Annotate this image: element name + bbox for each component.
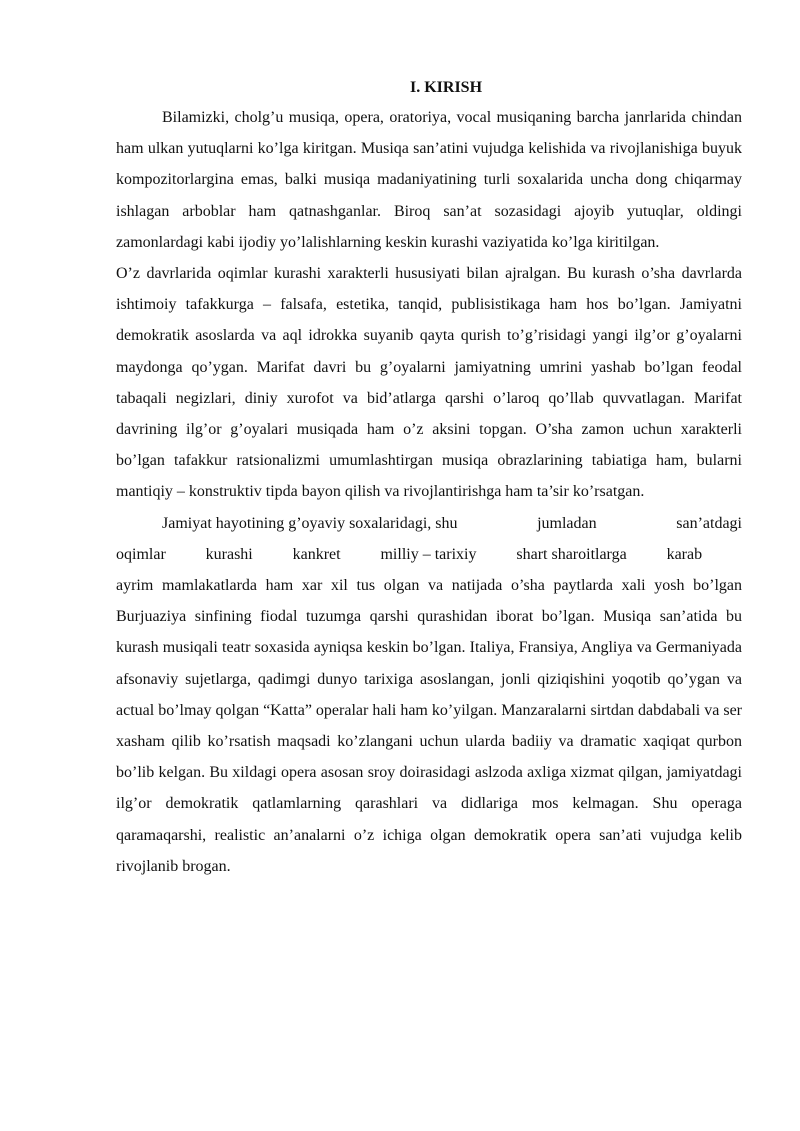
word-group: milliy – tarixiy <box>380 545 477 563</box>
word-group: shart sharoitlarga <box>516 545 627 563</box>
paragraph-opera-struggle: ayrim mamlakatlarda ham xar xil tus olgan va natijada o’sha paytlarda xali yosh bo’lgan Burjuaziya sinfining fiodal tuzumga qarshi qurashidan iborat bo’lgan. Musiqa san’atida bu kurash musiqali teatr soxasida ayniqsa keskin bo’lgan. Italiya, Fransiya, Angliya va Germaniyada afsonaviy sujetlarga, qadimgi dunyo tarixiga asoslangan, jonli qiziqishini yoqotib qo’ygan va actual bo’lmay qolgan “Katta” operalar hali ham ko’yilgan. Manzaralarni sirtdan dabdabali va ser xasham qilib ko’rsatish maqsadi ko’zlangani uchun ularda badiiy va dramatic xaqiqat qurbon bo’lib kelgan. Bu xildagi opera asosan sroy doirasidagi aslzoda axliga xizmat qilgan, jamiyatdagi ilg’or demokratik qatlamlarning qarashlari va didlariga mos kelmagan. Shu operaga qaramaqarshi, realistic an’analarni o’z ichiga olgan demokratik opera san’ati vujudga kelib rivojlanib brogan. <box>116 577 742 875</box>
paragraph-enlightenment: O’z davrlarida oqimlar kurashi xarakterli hususiyati bilan ajralgan. Bu kurash o’sha davrlarda ishtimoiy tafakkurga – falsafa, estetika, tanqid, publisistikaga ham hos bo’lgan. Jamiyatni demokratik asoslarda va aql idrokka suyanib qayta qurish to’g’risidagi yangi ilg’or g’oyalarni maydonga qo’ygan. Marifat davri bu g’oyalarni jamiyatning umrini yashab bo’lgan feodal tabaqali negizlari, diniy xurofot va bid’atlarga qarshi o’laroq qo’llab quvvatlagan. Marifat davrining ilg’or g’oyalari musiqada ham o’z aksini topgan. O’sha zamon uchun xarakterli bo’lgan tafakkur ratsionalizmi umumlashtirgan musiqa obrazlarining tabiatiga ham, bularni mantiqiy – konstruktiv tipda bayon qilish va rivojlantirishga ham ta’sir ko’rsatgan. <box>116 265 742 501</box>
word-group: san’atdagi <box>676 514 742 532</box>
paragraph-intro: Bilamizki, cholg’u musiqa, opera, oratoriya, vocal musiqaning barcha janrlarida chindan ham ulkan yutuqlarni ko’lga kiritgan. Musiqa san’atini vujudga kelishida va rivojlanishiga buyuk kompozitorlargina emas, balki musiqa madaniyatining turli soxalarida uncha dong chiqarmay ishlagan arboblar ham qatnashganlar. Biroq san’at sozasidagi ajoyib yutuqlar, oldingi zamonlardagi kabi ijodiy yo’lalishlarning keskin kurashi vaziyatida ko’lga kiritilgan. <box>116 109 742 251</box>
section-title: I. KIRISH <box>409 79 483 96</box>
word-group: jumladan <box>537 514 597 532</box>
word-group: oqimlar <box>116 545 166 563</box>
document-page <box>116 74 742 882</box>
word-group: kankret <box>292 545 341 563</box>
word-group: Jamiyat hayotining g’oyaviy soxalaridagi, shu <box>162 514 458 532</box>
word-group: kurashi <box>205 545 253 563</box>
paragraph-society-line-1 <box>116 508 742 539</box>
word-group: karab <box>666 545 703 563</box>
paragraph-society-line-2 <box>116 539 742 570</box>
